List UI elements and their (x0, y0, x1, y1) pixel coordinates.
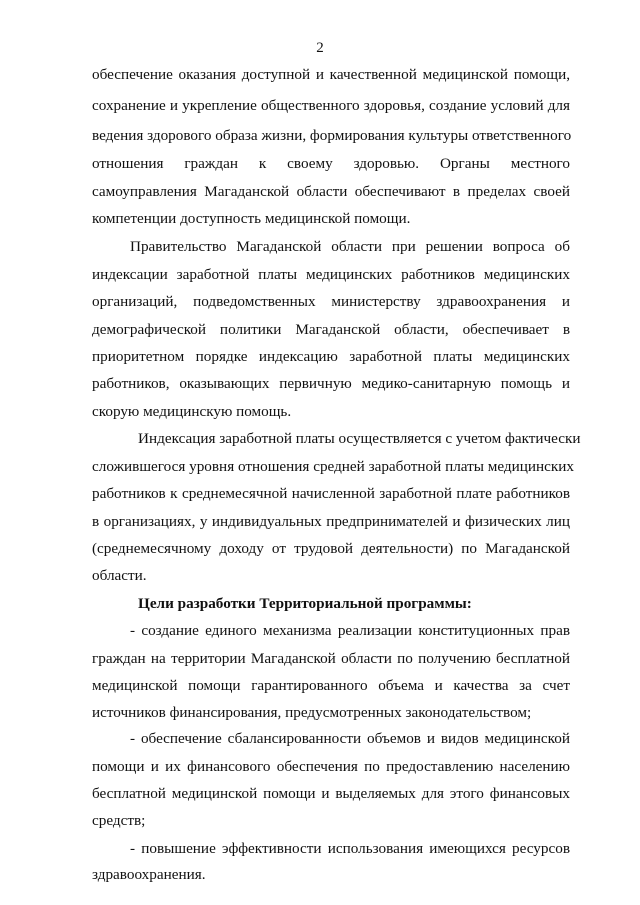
text-line: Правительство Магаданской области при решении вопроса об (130, 238, 570, 255)
text-line: бесплатной медицинской помощи и выделяемых для этого финансовых (92, 785, 570, 802)
text-line: приоритетном порядке индексацию заработной платы медицинских (92, 348, 570, 365)
text-line: компетенции доступность медицинской помощи. (92, 210, 411, 227)
text-line: индексации заработной платы медицинских работников медицинских (92, 266, 570, 283)
text-line: сохранение и укрепление общественного здоровья, создание условий для (92, 97, 570, 114)
text-line: отношения граждан к своему здоровью. Органы местного (92, 155, 570, 172)
page-number: 2 (316, 40, 324, 56)
text-line: - обеспечение сбалансированности объемов и видов медицинской (130, 730, 570, 747)
text-line: источников финансирования, предусмотренных законодательством; (92, 704, 532, 721)
text-line: (среднемесячному доходу от трудовой деятельности) по Магаданской (92, 540, 570, 557)
text-line: - создание единого механизма реализации конституционных прав (130, 622, 570, 639)
text-line: самоуправления Магаданской области обеспечивают в пределах своей (92, 183, 570, 200)
text-line: ведения здорового образа жизни, формирования культуры ответственного (92, 127, 572, 144)
text-line: работников, оказывающих первичную медико-санитарную помощь и (92, 375, 570, 392)
text-line: демографической политики Магаданской области, обеспечивает в (92, 321, 570, 338)
text-line: работников к среднемесячной начисленной заработной плате работников (92, 485, 570, 502)
text-line: медицинской помощи гарантированного объема и качества за счет (92, 677, 570, 694)
text-line: обеспечение оказания доступной и качественной медицинской помощи, (92, 66, 570, 83)
text-line: граждан на территории Магаданской области по получению бесплатной (92, 650, 570, 667)
text-line: организаций, подведомственных министерству здравоохранения и (92, 293, 570, 310)
text-line: в организациях, у индивидуальных предпринимателей и физических лиц (92, 513, 570, 530)
text-line: здравоохранения. (92, 866, 206, 883)
text-line: скорую медицинскую помощь. (92, 403, 292, 420)
text-line: сложившегося уровня отношения средней заработной платы медицинских (92, 458, 574, 475)
text-line: Индексация заработной платы осуществляется с учетом фактически (138, 430, 581, 447)
section-heading: Цели разработки Территориальной программы: (138, 595, 472, 612)
text-line: помощи и их финансового обеспечения по предоставлению населению (92, 758, 570, 775)
text-line: области. (92, 567, 147, 584)
text-line: - повышение эффективности использования имеющихся ресурсов (130, 840, 570, 857)
text-line: средств; (92, 812, 146, 829)
